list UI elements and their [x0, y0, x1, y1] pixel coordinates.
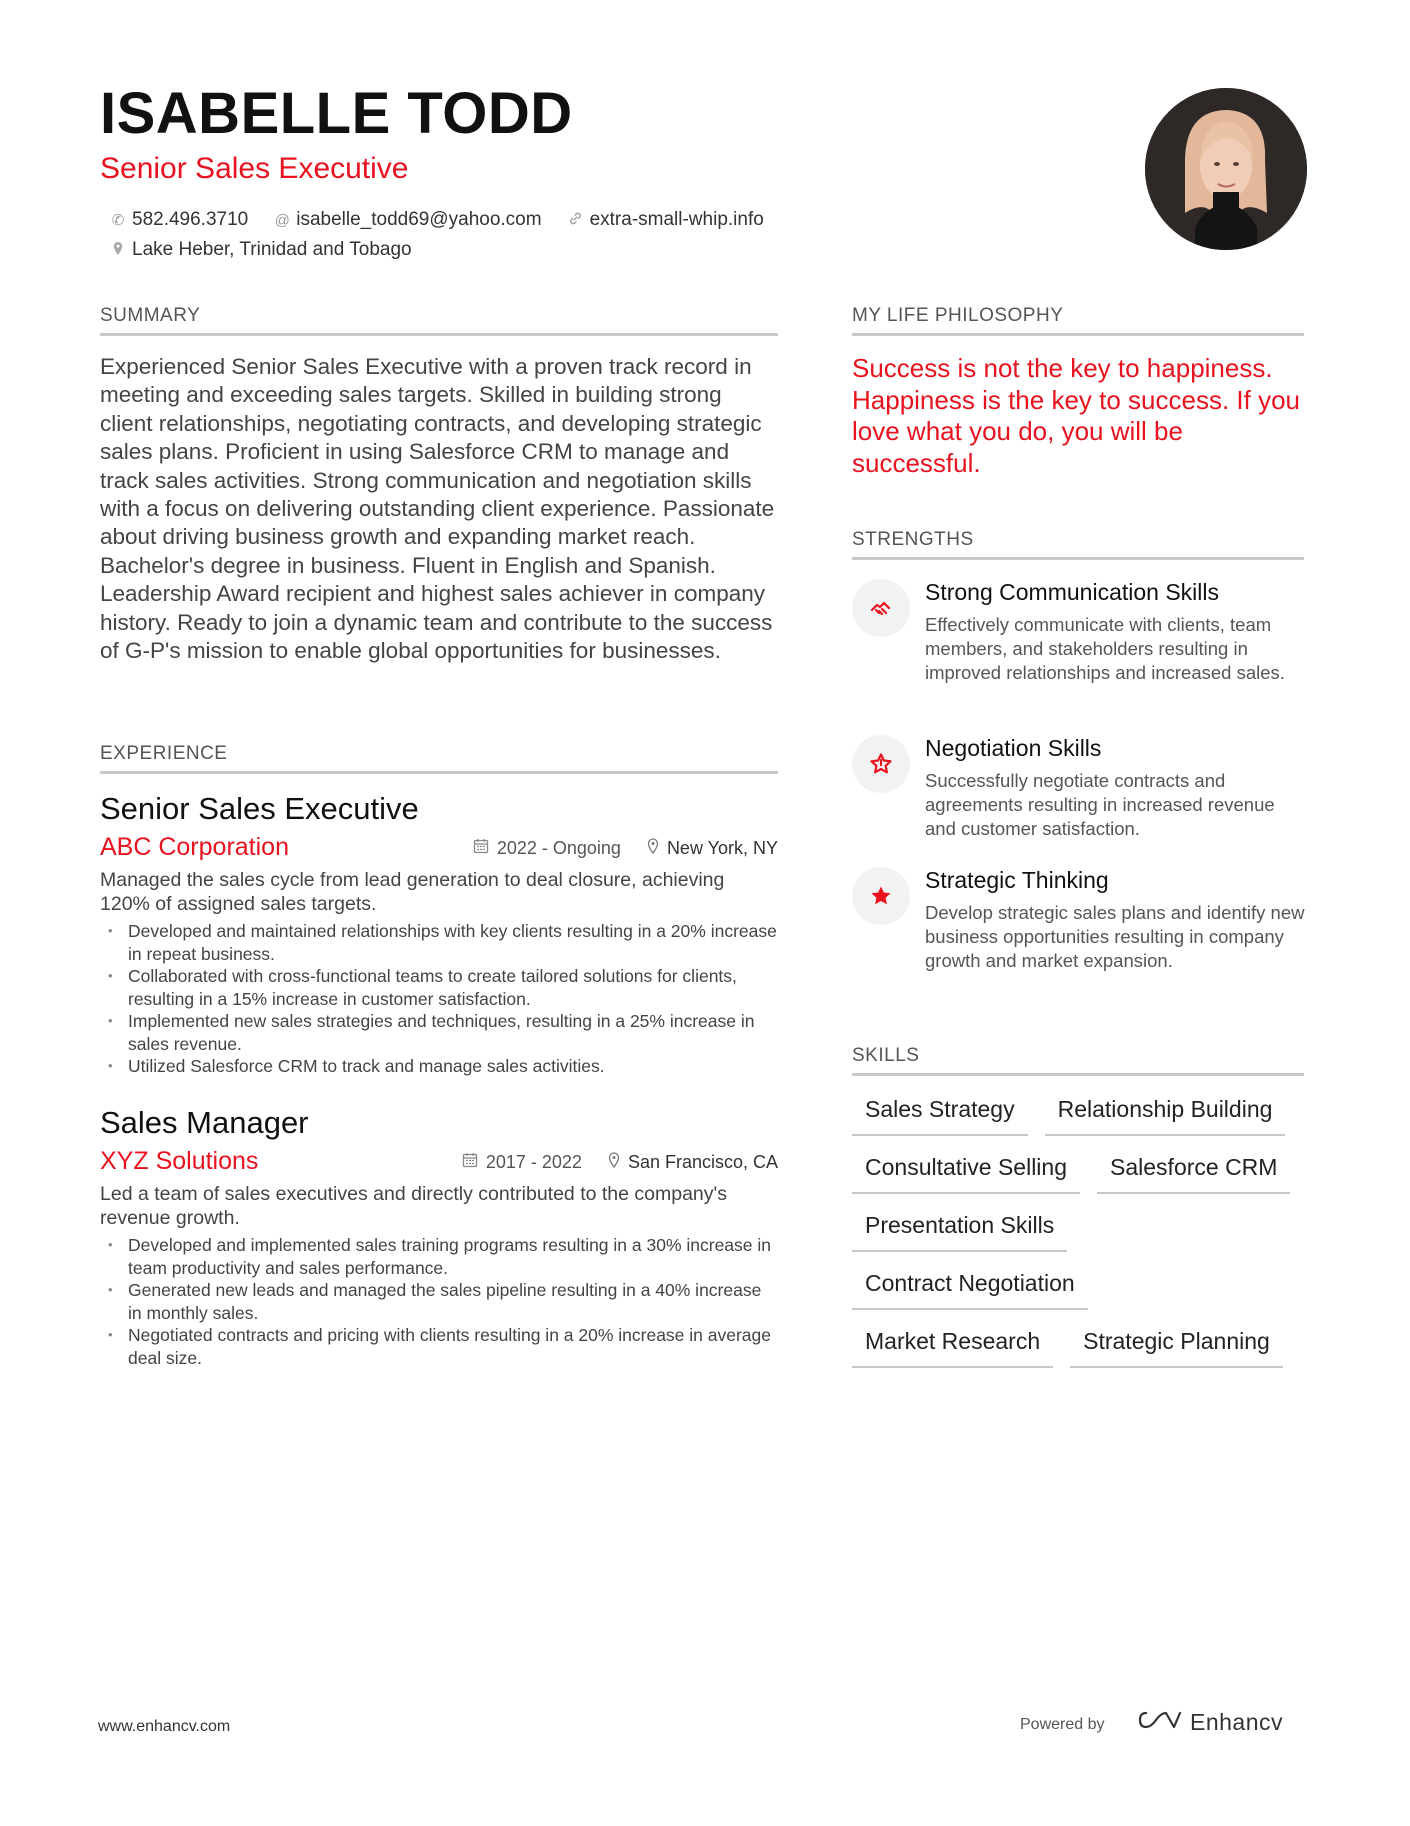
- strength-description: Develop strategic sales plans and identify new business opportunities resulting in company growth and market expansion.: [925, 902, 1305, 971]
- job-description: Managed the sales cycle from lead generation to deal closure, achieving 120% of assigned sales targets.: [100, 869, 725, 915]
- enhancv-logo-icon: [1138, 1708, 1182, 1737]
- strength-title: Negotiation Skills: [925, 735, 1102, 761]
- strength-title: Strong Communication Skills: [925, 579, 1220, 605]
- skills-heading: SKILLS: [852, 1045, 1304, 1076]
- job-meta: [462, 1152, 778, 1173]
- strength-title: Strategic Thinking: [925, 867, 1109, 893]
- candidate-title: Senior Sales Executive: [100, 152, 409, 185]
- job-bullets: [100, 920, 778, 1078]
- star-outline-icon: [852, 735, 910, 793]
- list-item: • Utilized Salesforce CRM to track and manage sales activities.: [100, 1055, 778, 1078]
- calendar-icon: [462, 1152, 478, 1173]
- job-description: Led a team of sales executives and directly contributed to the company's revenue growth.: [100, 1183, 727, 1229]
- job-bullets: [100, 1234, 778, 1369]
- calendar-icon: [473, 838, 489, 859]
- job-dates: [462, 1152, 582, 1173]
- brand-name: Enhancv: [1190, 1709, 1284, 1735]
- list-item: • Generated new leads and managed the sales pipeline resulting in a 40% increase in monthly sales.: [100, 1279, 778, 1324]
- list-item: • Developed and maintained relationships with key clients resulting in a 20% increase in repeat business.: [100, 920, 778, 965]
- job-location-text: San Francisco, CA: [627, 1152, 778, 1172]
- summary-text: Experienced Senior Sales Executive with a proven track record in meeting and exceeding sales targets. Skilled in building strong client relationships, negotiating contracts, and developing strategic sales plans. Proficient in using Salesforce CRM to manage and track sales activities. Strong communication and negotiation skills with a focus on delivering outstanding client experience. Passionate about driving business growth and expanding market reach. Bachelor's degree in business. Fluent in English and Spanish. Leadership Award recipient and highest sales achiever in company history. Ready to join a dynamic team and contribute to the success of G-P's mission to enable global opportunities for businesses.: [100, 354, 775, 664]
- philosophy-quote: Success is not the key to happiness. Happiness is the key to success. If you love what you do, you will be successful.: [852, 353, 1300, 478]
- job-title: Sales Manager: [100, 1105, 309, 1140]
- philosophy-heading: MY LIFE PHILOSOPHY: [852, 305, 1304, 336]
- website-contact[interactable]: [568, 209, 764, 231]
- location-pin-icon: [608, 1152, 620, 1173]
- email-contact[interactable]: [274, 209, 541, 231]
- strengths-heading: STRENGTHS: [852, 529, 1304, 560]
- skill-tag: Sales Strategy: [852, 1092, 1028, 1136]
- skill-tag: Strategic Planning: [1070, 1324, 1283, 1368]
- skill-tag: Consultative Selling: [852, 1150, 1080, 1194]
- job-meta: [473, 838, 778, 859]
- enhancv-logo[interactable]: [1138, 1708, 1283, 1737]
- phone-icon: ✆: [111, 212, 125, 229]
- skill-tag: Relationship Building: [1045, 1092, 1286, 1136]
- skill-tag: Salesforce CRM: [1097, 1150, 1290, 1194]
- strength-description: Successfully negotiate contracts and agreements resulting in increased revenue and customer satisfaction.: [925, 770, 1275, 839]
- footer-url[interactable]: www.enhancv.com: [98, 1718, 231, 1735]
- job-location-text: New York, NY: [666, 838, 778, 858]
- list-item: • Developed and implemented sales training programs resulting in a 30% increase in team productivity and sales performance.: [100, 1234, 778, 1279]
- location-text: Lake Heber, Trinidad and Tobago: [132, 239, 412, 260]
- email-text: isabelle_todd69@yahoo.com: [296, 209, 542, 230]
- phone-text: 582.496.3710: [132, 209, 249, 230]
- location-pin-icon: [647, 838, 659, 859]
- company-name: ABC Corporation: [100, 833, 289, 861]
- location-contact: [110, 239, 412, 261]
- summary-heading: SUMMARY: [100, 305, 778, 336]
- link-icon: [568, 211, 584, 230]
- skills-list: [852, 1092, 1312, 1382]
- job-title: Senior Sales Executive: [100, 791, 419, 826]
- job-dates: [473, 838, 621, 859]
- hand-shake-icon: [852, 579, 910, 637]
- at-icon: @: [274, 211, 290, 229]
- star-icon: [852, 867, 910, 925]
- powered-by-label: Powered by: [1020, 1716, 1105, 1733]
- candidate-name: ISABELLE TODD: [100, 81, 573, 146]
- skill-tag: Market Research: [852, 1324, 1053, 1368]
- skill-tag: Presentation Skills: [852, 1208, 1067, 1252]
- list-item: • Collaborated with cross-functional teams to create tailored solutions for clients, resulting in a 15% increase in customer satisfaction.: [100, 965, 778, 1010]
- job-dates-text: 2017 - 2022: [485, 1152, 582, 1172]
- job-location: [647, 838, 778, 859]
- phone-contact[interactable]: [110, 209, 248, 231]
- experience-heading: EXPERIENCE: [100, 743, 778, 774]
- contact-info: [110, 205, 870, 265]
- list-item: • Implemented new sales strategies and techniques, resulting in a 25% increase in sales revenue.: [100, 1010, 778, 1055]
- website-text: extra-small-whip.info: [589, 209, 764, 230]
- skill-tag: Contract Negotiation: [852, 1266, 1088, 1310]
- job-dates-text: 2022 - Ongoing: [496, 838, 621, 858]
- strength-description: Effectively communicate with clients, team members, and stakeholders resulting in improved relationships and increased sales.: [925, 614, 1285, 683]
- profile-photo: [1145, 88, 1307, 250]
- list-item: • Negotiated contracts and pricing with clients resulting in a 20% increase in average deal size.: [100, 1324, 778, 1369]
- location-pin-icon: [110, 241, 126, 260]
- company-name: XYZ Solutions: [100, 1147, 259, 1175]
- job-location: [608, 1152, 778, 1173]
